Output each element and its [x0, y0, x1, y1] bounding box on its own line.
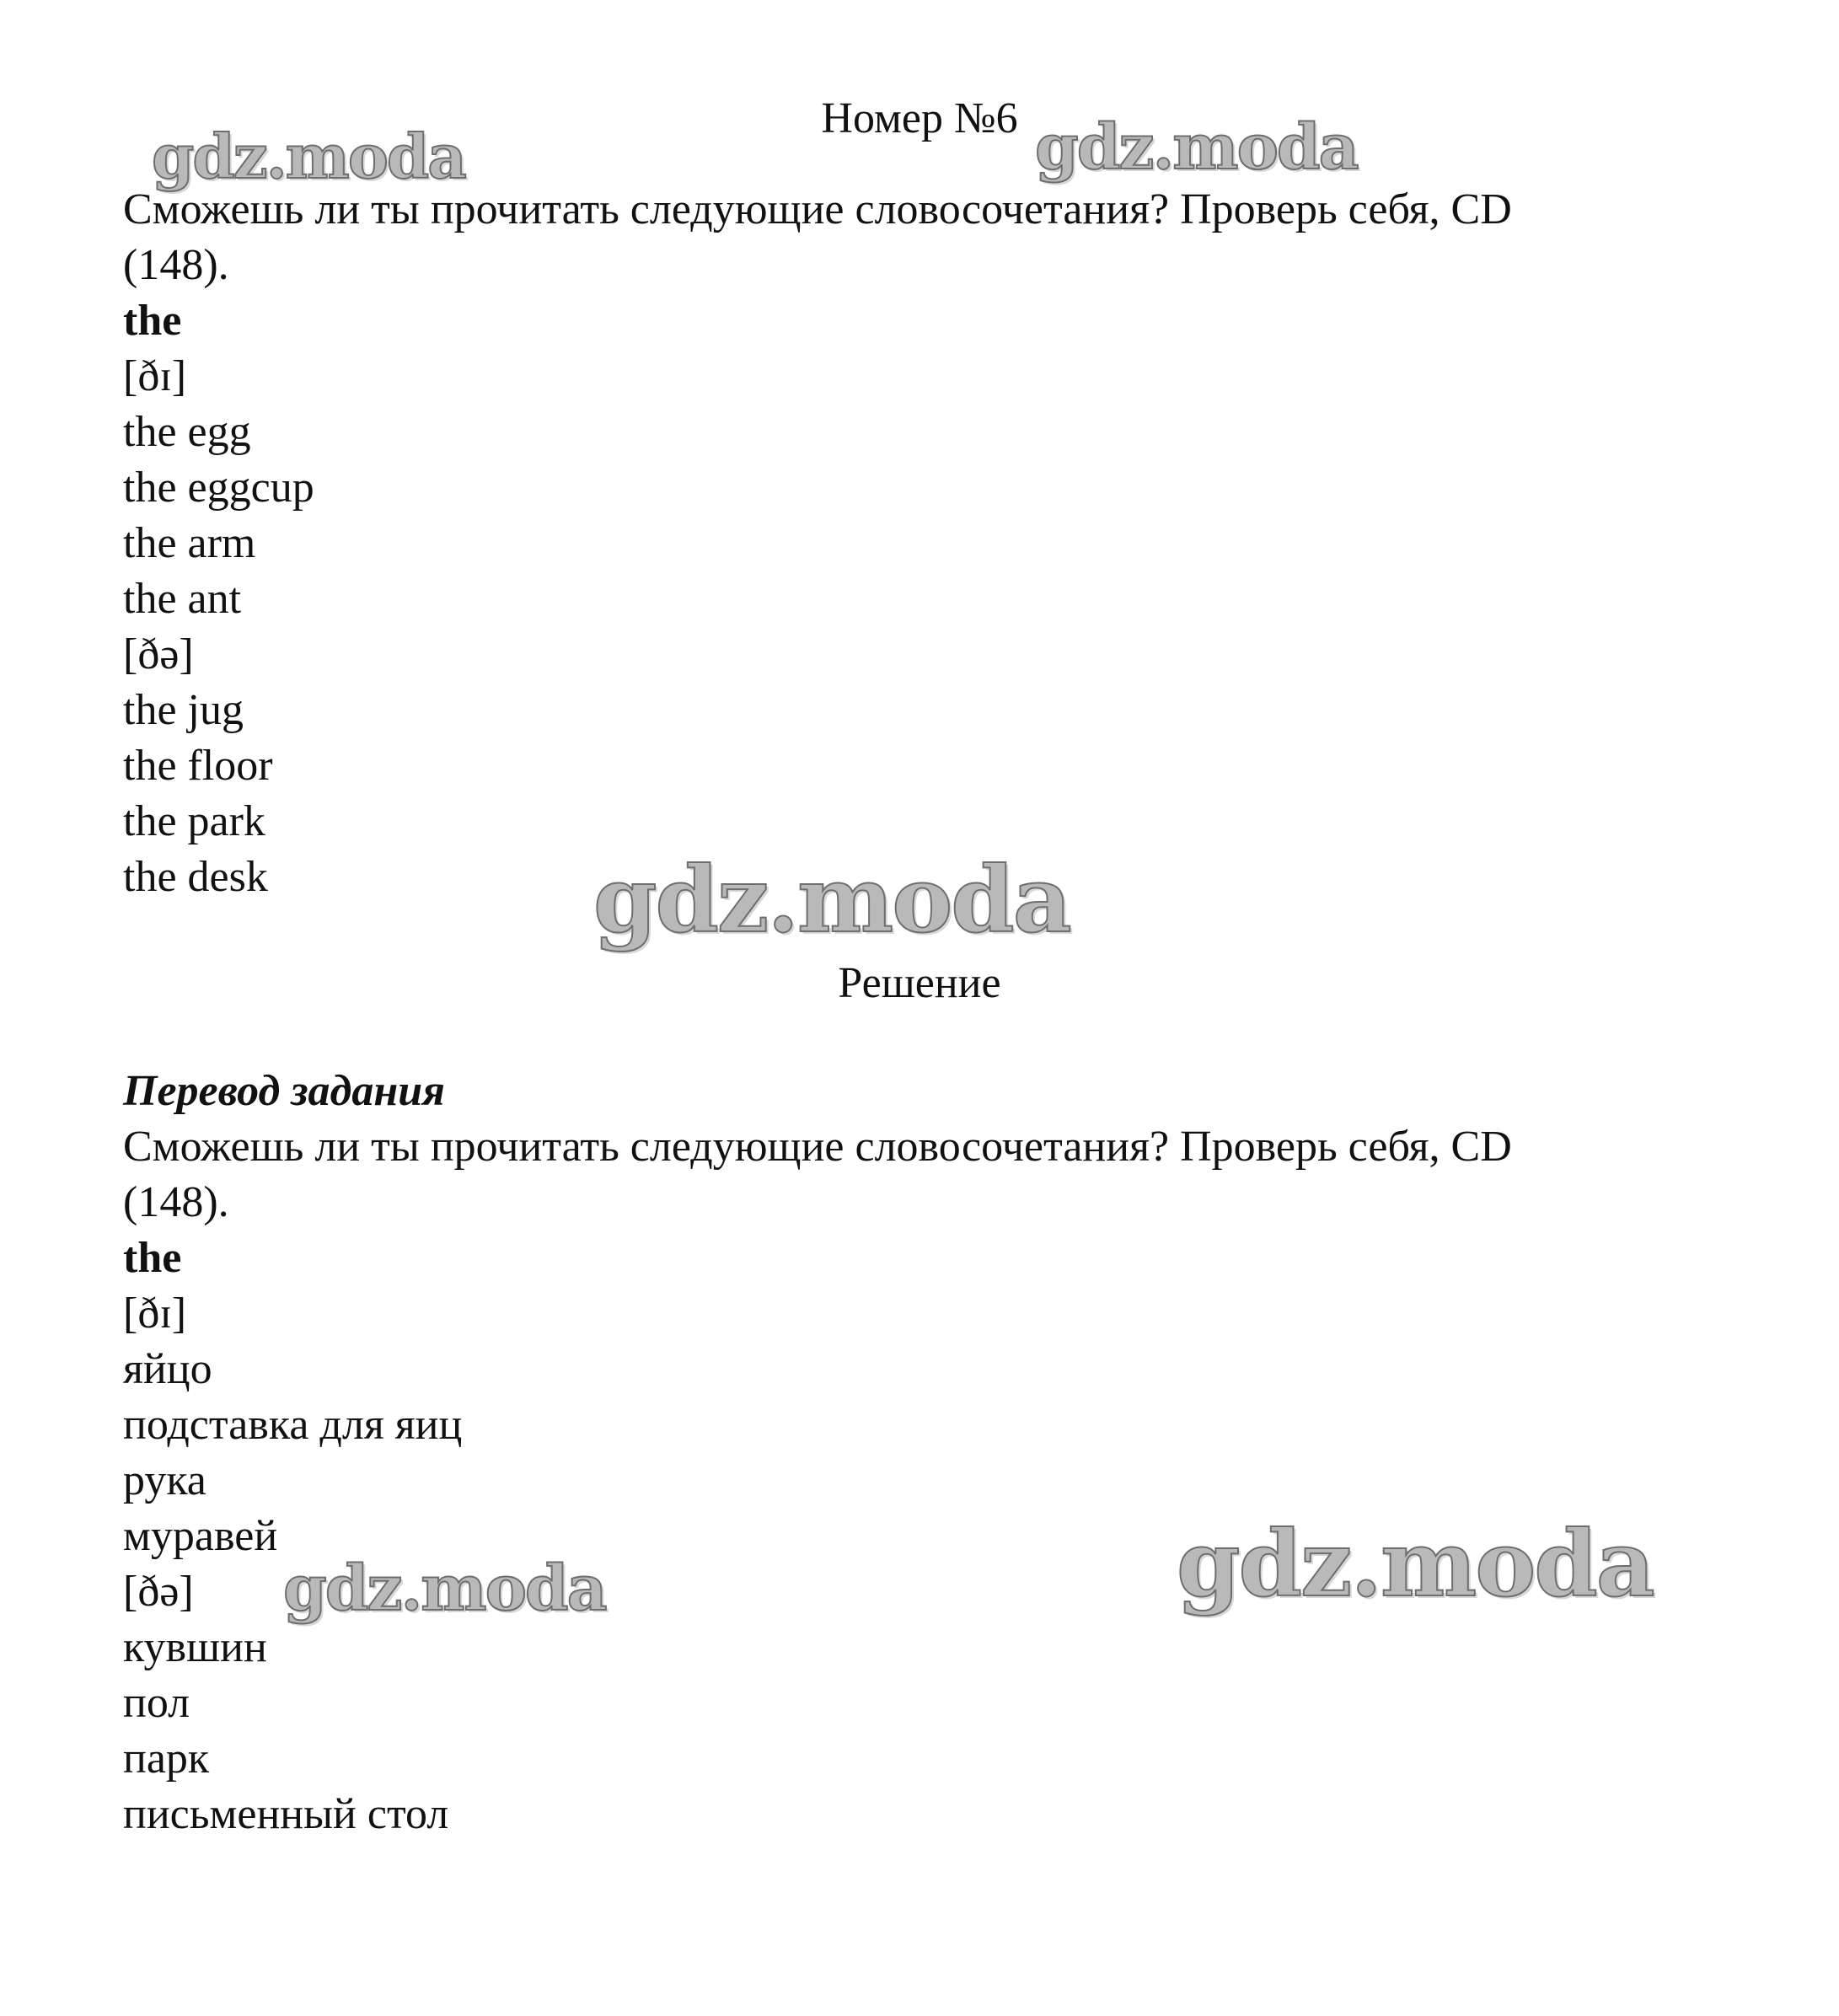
watermark-middle: gdz.moda — [593, 847, 1070, 953]
translation-heading: Перевод задания — [123, 1067, 445, 1115]
solution-item: письменный стол — [123, 1790, 449, 1838]
task-instruction-line1: Сможешь ли ты прочитать следующие словосочетания? Проверь себя, CD — [123, 185, 1512, 233]
solution-phonetic-1: [ðɪ] — [123, 1289, 187, 1338]
watermark-bottom-left: gdz.moda — [283, 1552, 606, 1625]
task-item: the desk — [123, 853, 268, 901]
solution-phonetic-2: [ðə] — [123, 1568, 194, 1616]
task-instruction-line2: (148). — [123, 241, 229, 289]
solution-article: the — [123, 1234, 182, 1282]
task-item: the ant — [123, 575, 242, 623]
watermark-bottom-right: gdz.moda — [1177, 1511, 1654, 1617]
solution-item: муравей — [123, 1512, 278, 1560]
task-item: the eggcup — [123, 464, 314, 512]
solution-item: подставка для яиц — [123, 1401, 463, 1449]
solution-item: рука — [123, 1456, 206, 1504]
task-item: the floor — [123, 742, 273, 790]
solution-heading: Решение — [838, 959, 1001, 1007]
solution-item: парк — [123, 1735, 210, 1783]
task-item: the park — [123, 797, 265, 845]
solution-instruction-line1: Сможешь ли ты прочитать следующие словосочетания? Проверь себя, CD — [123, 1123, 1512, 1171]
solution-item: яйцо — [123, 1345, 212, 1393]
watermark-top-left: gdz.moda — [152, 121, 465, 192]
watermark-top-right: gdz.moda — [1035, 111, 1358, 184]
page-title: Номер №6 — [821, 94, 1018, 142]
solution-item: пол — [123, 1679, 190, 1727]
task-article: the — [123, 297, 182, 345]
solution-item: кувшин — [123, 1623, 267, 1671]
task-item: the arm — [123, 519, 256, 567]
task-item: the egg — [123, 408, 251, 456]
solution-instruction-line2: (148). — [123, 1178, 229, 1226]
task-phonetic-1: [ðɪ] — [123, 352, 187, 400]
task-item: the jug — [123, 686, 244, 734]
task-phonetic-2: [ðə] — [123, 630, 194, 678]
